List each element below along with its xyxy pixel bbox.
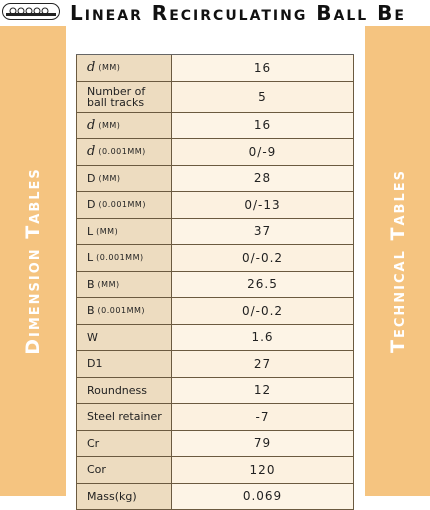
label-text: D bbox=[87, 199, 95, 210]
unit-text: (MM) bbox=[98, 279, 120, 290]
row-label bbox=[76, 272, 172, 298]
row-value: 16 bbox=[172, 55, 354, 81]
label-text: B bbox=[87, 305, 95, 316]
row-value: 1.6 bbox=[172, 325, 354, 351]
label-text: L bbox=[87, 252, 93, 263]
row-label bbox=[76, 82, 172, 112]
row-value: -7 bbox=[172, 404, 354, 430]
dimension-tables-band[interactable] bbox=[0, 26, 66, 496]
table-row bbox=[76, 113, 354, 140]
row-value: 5 bbox=[172, 82, 354, 112]
label-text: Cor bbox=[87, 464, 106, 475]
row-value: 79 bbox=[172, 431, 354, 457]
row-value: 28 bbox=[172, 166, 354, 192]
row-value: 0.069 bbox=[172, 484, 354, 510]
row-label bbox=[76, 351, 172, 377]
row-value: 37 bbox=[172, 219, 354, 245]
table-row bbox=[76, 139, 354, 166]
label-text: Mass(kg) bbox=[87, 491, 137, 502]
table-row bbox=[76, 298, 354, 325]
row-value: 120 bbox=[172, 457, 354, 483]
row-value: 0/-0.2 bbox=[172, 298, 354, 324]
table-row bbox=[76, 192, 354, 219]
specification-table bbox=[76, 54, 354, 510]
label-text: Cr bbox=[87, 438, 99, 449]
row-label bbox=[76, 484, 172, 510]
row-label bbox=[76, 245, 172, 271]
row-label bbox=[76, 139, 172, 165]
row-value: 27 bbox=[172, 351, 354, 377]
label-text: Number of ball tracks bbox=[87, 86, 168, 108]
symbol-text: d bbox=[87, 120, 95, 131]
table-row bbox=[76, 351, 354, 378]
row-label bbox=[76, 457, 172, 483]
table-row bbox=[76, 325, 354, 352]
table-row bbox=[76, 378, 354, 405]
unit-text: (MM) bbox=[98, 173, 120, 184]
table-row bbox=[76, 166, 354, 193]
label-text: W bbox=[87, 332, 98, 343]
row-label bbox=[76, 192, 172, 218]
technical-tables-label: Technical Tables bbox=[387, 169, 409, 353]
table-row bbox=[76, 457, 354, 484]
row-label bbox=[76, 325, 172, 351]
unit-text: (MM) bbox=[98, 62, 120, 73]
table-row bbox=[76, 245, 354, 272]
technical-tables-band[interactable] bbox=[365, 26, 430, 496]
row-label bbox=[76, 298, 172, 324]
table-row bbox=[76, 431, 354, 458]
row-label bbox=[76, 113, 172, 139]
label-text: B bbox=[87, 279, 95, 290]
symbol-text: d bbox=[87, 146, 95, 157]
unit-text: (0.001MM) bbox=[98, 146, 145, 157]
row-label bbox=[76, 404, 172, 430]
row-value: 0/-9 bbox=[172, 139, 354, 165]
label-text: L bbox=[87, 226, 93, 237]
table-row bbox=[76, 82, 354, 113]
row-value: 0/-0.2 bbox=[172, 245, 354, 271]
page-title: Linear Recirculating Ball Be bbox=[70, 1, 406, 25]
unit-text: (0.001MM) bbox=[96, 252, 143, 263]
label-text: D1 bbox=[87, 358, 102, 369]
bearing-logo-icon bbox=[2, 3, 60, 20]
label-text: Steel retainer bbox=[87, 411, 162, 422]
row-label bbox=[76, 166, 172, 192]
label-text: Roundness bbox=[87, 385, 147, 396]
dimension-tables-label: Dimension Tables bbox=[22, 167, 44, 355]
row-label bbox=[76, 55, 172, 81]
symbol-text: d bbox=[87, 62, 95, 73]
table-row bbox=[76, 404, 354, 431]
table-row bbox=[76, 272, 354, 299]
row-label bbox=[76, 378, 172, 404]
unit-text: (0.001MM) bbox=[98, 199, 145, 210]
unit-text: (MM) bbox=[98, 120, 120, 131]
page-header bbox=[0, 0, 430, 26]
label-text: D bbox=[87, 173, 95, 184]
row-label bbox=[76, 431, 172, 457]
table-row bbox=[76, 55, 354, 82]
row-value: 16 bbox=[172, 113, 354, 139]
row-value: 26.5 bbox=[172, 272, 354, 298]
row-label bbox=[76, 219, 172, 245]
table-row bbox=[76, 219, 354, 246]
unit-text: (MM) bbox=[96, 226, 118, 237]
unit-text: (0.001MM) bbox=[98, 305, 145, 316]
row-value: 0/-13 bbox=[172, 192, 354, 218]
row-value: 12 bbox=[172, 378, 354, 404]
